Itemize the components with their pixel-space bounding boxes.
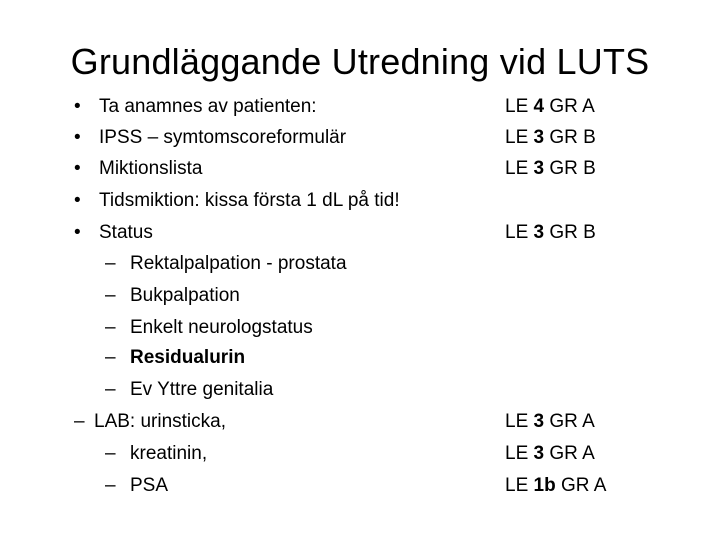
lab-kreatinin: kreatinin, bbox=[130, 443, 208, 464]
grade-status: LE 3 GR B bbox=[505, 222, 596, 243]
slide-title: Grundläggande Utredning vid LUTS bbox=[70, 41, 650, 82]
dash-marker: – bbox=[105, 475, 116, 496]
bullet-tidsmiktion: Tidsmiktion: kissa första 1 dL på tid! bbox=[99, 190, 400, 211]
grade-kreatinin: LE 3 GR A bbox=[505, 443, 595, 464]
dash-marker: – bbox=[105, 285, 116, 306]
dash-marker: – bbox=[74, 411, 85, 432]
grade-anamnes: LE 4 GR A bbox=[505, 96, 595, 117]
bullet-marker: • bbox=[74, 96, 81, 117]
grade-psa: LE 1b GR A bbox=[505, 475, 607, 496]
sub-rektalpalpation: Rektalpalpation - prostata bbox=[130, 253, 347, 274]
bullet-status: Status bbox=[99, 222, 153, 243]
dash-marker: – bbox=[105, 317, 116, 338]
sub-residualurin: Residualurin bbox=[130, 347, 246, 368]
lab-urinsticka: LAB: urinsticka, bbox=[94, 411, 226, 432]
sub-bukpalpation: Bukpalpation bbox=[130, 285, 240, 306]
lab-psa: PSA bbox=[130, 475, 169, 496]
dash-marker: – bbox=[105, 347, 116, 368]
grade-miktionslista: LE 3 GR B bbox=[505, 158, 596, 179]
sub-neurologstatus: Enkelt neurologstatus bbox=[130, 317, 313, 338]
dash-marker: – bbox=[105, 253, 116, 274]
dash-marker: – bbox=[105, 379, 116, 400]
bullet-marker: • bbox=[74, 158, 81, 179]
bullet-anamnes: Ta anamnes av patienten: bbox=[99, 96, 317, 117]
bullet-ipss: IPSS – symtomscoreformulär bbox=[99, 127, 347, 148]
bullet-marker: • bbox=[74, 127, 81, 148]
bullet-marker: • bbox=[74, 222, 81, 243]
grade-lab: LE 3 GR A bbox=[505, 411, 595, 432]
sub-genitalia: Ev Yttre genitalia bbox=[130, 379, 274, 400]
bullet-miktionslista: Miktionslista bbox=[99, 158, 203, 179]
bullet-marker: • bbox=[74, 190, 81, 211]
grade-ipss: LE 3 GR B bbox=[505, 127, 596, 148]
dash-marker: – bbox=[105, 443, 116, 464]
